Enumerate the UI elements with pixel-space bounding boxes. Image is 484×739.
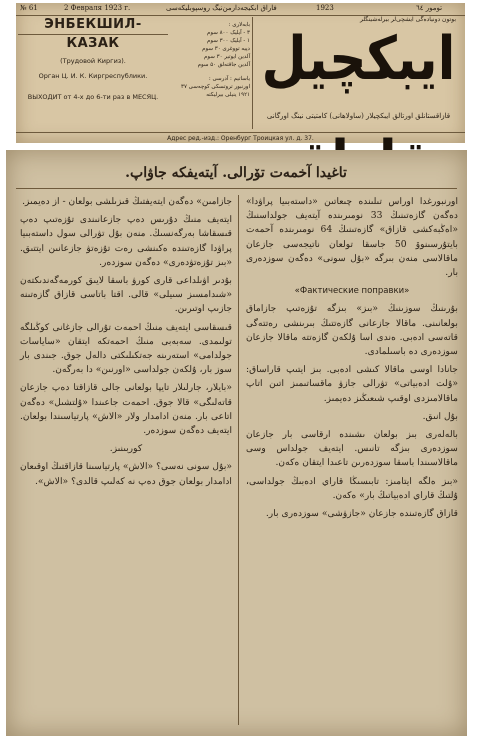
info-line: بابه‌لاری : — [228, 22, 250, 28]
paragraph-ru-quote: «Фактические поправки» — [294, 286, 410, 297]
info-line: ۳ - آیلیک ۸۰۰ سوم — [206, 30, 250, 36]
paragraph: قازاق گازەتىندە جازعان «جازۋشى» سوزدەرى بار. — [265, 508, 458, 520]
paragraph: «بىز ەلگە ايتامىز: تابىسىڭا قاراي ادەبىڭ جولداسى، ۇلتىڭ قاراي ادەبياتىڭ بار» ەكەن. — [246, 475, 458, 501]
issue-date-ru: 2 Февраля 1923 г. — [64, 4, 131, 12]
issue-date-arabic: تومور ٦٤ — [416, 4, 443, 12]
column-divider — [238, 195, 239, 725]
article-title: تاغیدا آخمەت تۆرالی. آیتەیفکە جاۋاپ. — [125, 165, 347, 181]
year-arabic: 1923 — [316, 4, 334, 12]
paragraph: «بۇل سونى نەسى؟ «الاش» پارتياسىنا قازاقتىڭ اوقىعان ادامدار بولعان جوق دەپ نە كەلىپ قالدى؟ «الاش». — [20, 461, 232, 487]
info-line: آلدین جاقته‌لق ۵۰ سوم — [197, 62, 250, 68]
newspaper-masthead — [16, 3, 465, 143]
paragraph: جازامىن» دەگەن ايتەيفتىڭ قىزىلشى بولعان - از دەيمىز. — [22, 196, 232, 207]
paragraph: جانادا اوسى ماقالا كىشى ادەبى. بىز ايتىپ قاراساق: «ۇلت ادەبياتى» تۋرالى جازۋ ماقساتىمىز اتىن اتاپ ماقالامىزدى اوقىپ شىعىڭىز دەيمىز. — [246, 364, 458, 404]
latin-title-block — [18, 17, 168, 133]
latin-title-line1: ЭНБЕКШИЛ- — [44, 17, 142, 32]
paragraph: كوربىنىز. — [109, 443, 143, 455]
masthead-divider — [252, 17, 253, 129]
slogan-arabic: بوتون دونیاده‌گی ایشچی‌لر بیرله‌شینگلر — [359, 16, 456, 23]
info-line: دپیه تووغری ۳۰ سوم — [202, 46, 250, 52]
subscription-info — [172, 21, 250, 129]
paragraph: بۇل انىق. — [422, 410, 458, 422]
frequency-ru: ВЫХОДИТ от 4-х до 6-ти раз в МЕСЯЦ. — [27, 93, 159, 101]
info-line: ۱۹۲۱ ینیلی بیرلیکته — [206, 92, 250, 98]
right-column — [246, 195, 458, 725]
paragraph: بۇرىنىڭ سوزىنىڭ «بىز» بىزگە تۇزەتىپ جازاماق بولعانىنى. ماقالا جازعانى گازەتتىڭ بىرىنشى رەتتەگى قاتەسى ادەبى. ەندى اسا ۇلكەن گازەتتە ماقالا جازعان سوزدەرى دە باسىلمادى. — [246, 303, 458, 358]
arabic-title: ایبکچیل — [261, 25, 456, 95]
latin-title-line2: КАЗАК — [66, 36, 120, 51]
organ-ru: Орган Ц. И. К. Киргреспублики. — [38, 72, 148, 80]
subtitle-ru: (Трудовой Киргиз). — [60, 57, 126, 65]
paragraph: ايتەيف منىڭ دۇرىس دەپ جازعانىندى تۇزەتىپ دەپ قىسقاشا بەرگەنسىڭ. منەن بۇل تۋرالى سول داستەبىيا پراۋدا گازەتىندە ەكىنشى رەت تۇزەتۋ جازعانىن ايتتىق. «بىز تۇزەتۋدەرى» دەگەن سوزدەر. — [20, 214, 232, 268]
title-rule — [16, 188, 457, 189]
info-line: آلدین ایوتیر ۳۰ سوم — [204, 54, 250, 60]
paragraph: قىسقاسى ايتەيف منىڭ احمەت تۇرالى جازغانى كوڭىلگە تولىمدى. سەبەبى منىڭ احمەتكە ايتقان «ساياسات جولدامى» استەرىنە جەتكىلىكتى دالەل جوق. جىندى بار سوز بار، ۇلكەن جولداسى «اورنىن» دا بەرگەن. — [20, 321, 232, 376]
paragraph: بالەلەرى بىز بولعان ىشىندە ارقاسى بار جازعان سوزدەرى بىزگە تانىس. ايتەيف جولداس وسى ماقالاسىندا باسقا سوزدەرىن تاعىدا ايتقان ەكەن. — [246, 429, 458, 469]
title-rule — [18, 34, 168, 35]
paragraph: بۇدىر اۋىلداعى قارى كورۋ باسقا لايىق كورمەگەندىكتەن «شىدامسىز سىيلى» قالى. اقتا باتاسى قازاق گازەتىنە جازىپ اوتىرىن. — [20, 275, 232, 315]
article-page — [6, 150, 467, 736]
issue-number: № 61 — [20, 4, 38, 12]
arabic-subtitle: قازاقستانلق اورتالق ایبکچیلار (ساولاهانی) کامتیتی نینگ اورگانی — [266, 112, 451, 120]
paragraph: اورنبورغدا اوراس تىلىندە چىعاتىن «داستەبىيا پراۋدا» دەگەن گازەتىنىڭ 33 نومىرىندە آيتەيف جولداسنىڭ «اەڭبەكشى قازاق» گازەتىنىڭ 64 نومىرىندە آحمەت بايتۇرسىنوۆ 50 جاسقا تولعان ناتيجەسى جازعان ماقالاسى منەن بىرگە «بۇل سونى» دەگەن سوزدەرى بار. — [246, 196, 458, 279]
info-line: اورنبور تروتسکی کوچه‌سی ۳۷ — [181, 84, 250, 90]
left-column — [20, 195, 232, 725]
header-arabic: فاراق ابکیجه‌دارمن‌نیگ روسپوبلیکه‌سی — [166, 4, 277, 12]
info-line: ۱ - آیلیک ۳۰۰ سوم — [206, 38, 250, 44]
address-ru: Адрес ред.-изд.: Оренбург Троицкая ул. д. 37. — [16, 132, 465, 144]
info-line: یاساتیم : آدرسی : — [208, 76, 250, 82]
paragraph: «بايلار، جارلىلار تايپا بولعانى جالى قازاقتا دەپ جازعان قاتەلىگى» قالا جوق. احمەت جاعىندا «ۇلتشىل» دەگەن اتاعى بار. منەن ادامدار ولار «الاش» پارتياسىندا بولعان. ايتەيف دەگەن سوزدەر. — [20, 382, 232, 437]
